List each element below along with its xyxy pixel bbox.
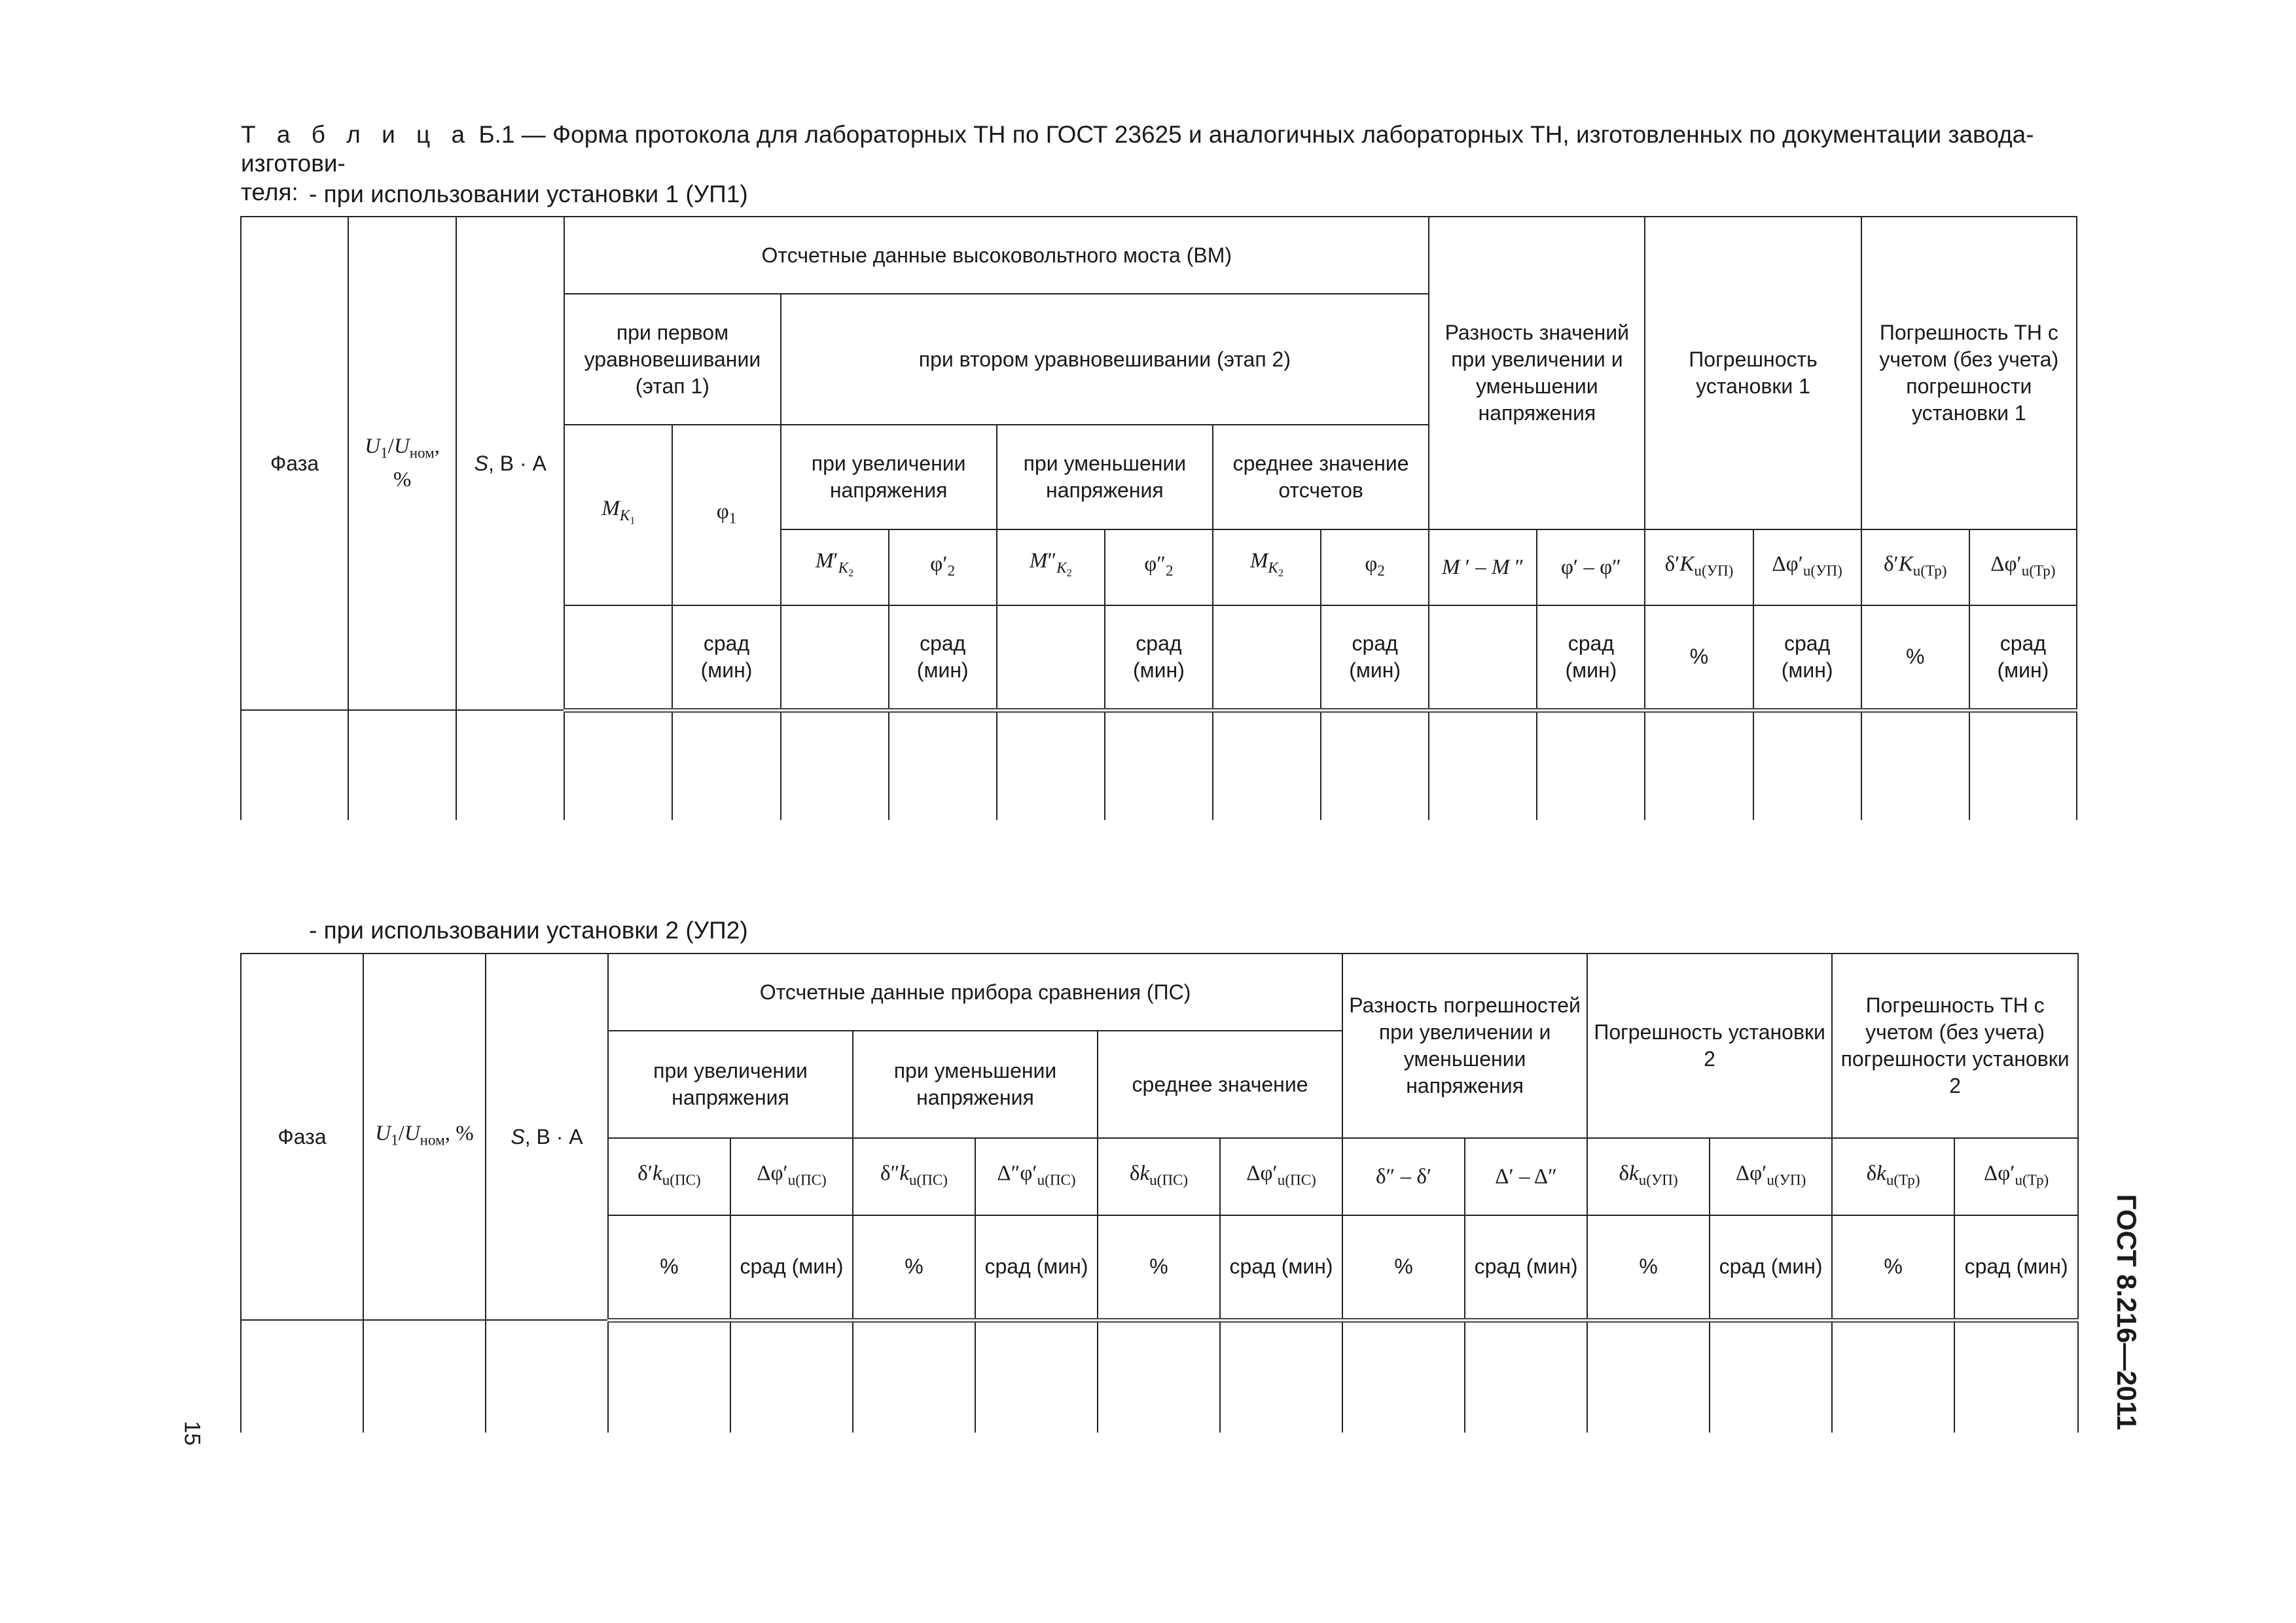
unit-cell-pct: % [1098, 1215, 1220, 1320]
data-cell [1220, 1320, 1342, 1433]
data-cell [1832, 1320, 1954, 1433]
unit-cell-empty [997, 605, 1105, 710]
col-u-unit: , % [444, 1121, 474, 1145]
page-number-text: 15 [179, 1421, 205, 1446]
data-cell [1587, 1320, 1710, 1433]
col-power-unit: , В · А [488, 451, 547, 475]
sym-delta-k-up: $\delta'K_{u(УП)}$ [1645, 529, 1753, 605]
sym-dk-up: $\delta k_{u(УП)}$ [1587, 1138, 1710, 1215]
sym-dk-ps-dec: $\delta''k_{u(ПС)}$ [853, 1138, 975, 1215]
data-cell [781, 710, 889, 820]
sym-m-diff: M ′ – M ″ [1429, 529, 1537, 605]
standard-designation [2100, 1188, 2153, 1436]
group-error-tn: Погрешность ТН с учетом (без учета) погрешности установки 2 [1832, 954, 2078, 1138]
data-cell [1429, 710, 1537, 820]
sym-dk-ps-inc: $\delta'k_{u(ПС)}$ [608, 1138, 730, 1215]
unit-cell-srad: срад (мин) [975, 1215, 1098, 1320]
data-cell [1710, 1320, 1832, 1433]
data-cell [889, 710, 997, 820]
sym-dphi-tr: $\Delta\varphi'_{u(Тр)}$ [1969, 529, 2077, 605]
unit-cell-pct: % [1645, 605, 1753, 710]
data-cell [672, 710, 780, 820]
sym-delta-diff: δ″ – δ′ [1342, 1138, 1465, 1215]
caption-prefix: Т а б л и ц а [241, 121, 473, 148]
protocol-table-up2 [240, 953, 2079, 1433]
protocol-table-up1 [240, 216, 2077, 820]
average-header: среднее значение [1098, 1031, 1342, 1138]
sym-phi2-dprime: $\varphi''_2$ [1105, 529, 1213, 605]
decrease-header: при уменьшении напряжения [853, 1031, 1098, 1138]
unit-cell-pct: % [853, 1215, 975, 1320]
sym-dphi-tr: $\Delta\varphi'_{u(Тр)}$ [1954, 1138, 2078, 1215]
sym-mk2: $M_{K_2}$ [1213, 529, 1321, 605]
unit-cell-pct: % [608, 1215, 730, 1320]
group-bm: Отсчетные данные высоковольтного моста (ВМ) [564, 217, 1429, 294]
unit-cell-empty [781, 605, 889, 710]
sym-dphi-ps-avg: $\Delta\varphi'_{u(ПС)}$ [1220, 1138, 1342, 1215]
increase-header: при увеличении напряжения [781, 425, 997, 529]
unit-cell-pct: % [1587, 1215, 1710, 1320]
standard-designation-text: ГОСТ 8.216—2011 [2111, 1194, 2142, 1431]
unit-cell-srad: срад (мин) [1321, 605, 1429, 710]
data-cell [241, 1320, 363, 1433]
unit-cell-pct: % [1861, 605, 1969, 710]
sym-dphi-ps-inc: $\Delta\varphi'_{u(ПС)}$ [730, 1138, 853, 1215]
sym-dk-ps-avg: $\delta k_{u(ПС)}$ [1098, 1138, 1220, 1215]
data-cell [730, 1320, 853, 1433]
data-cell [997, 710, 1105, 820]
group-ps: Отсчетные данные прибора сравнения (ПС) [608, 954, 1342, 1031]
data-cell [486, 1320, 608, 1433]
data-cell [241, 710, 348, 820]
col-u-unit: % [393, 467, 412, 491]
col-u-ratio: $U_1/U_{ном}$, % [363, 954, 486, 1320]
caption-text: Б.1 — Форма протокола для лабораторных ТН по ГОСТ 23625 и аналогичных лабораторных ТН, изготовленных по документации завода-изготови- [241, 121, 2034, 177]
data-cell [1753, 710, 1861, 820]
unit-cell-empty [564, 605, 672, 710]
unit-cell-srad: срад (мин) [1220, 1215, 1342, 1320]
sym-Delta-diff: Δ′ – Δ″ [1465, 1138, 1587, 1215]
caption-continuation: теля: [241, 179, 298, 205]
average-header: среднее значение отсчетов [1213, 425, 1429, 529]
unit-cell-empty [1429, 605, 1537, 710]
group-diff: Разность значений при увеличении и уменьшении напряжения [1429, 217, 1645, 529]
data-cell [608, 1320, 730, 1433]
sym-dphi-ps-dec: $\Delta''\varphi'_{u(ПС)}$ [975, 1138, 1098, 1215]
group-error-setup: Погрешность установки 1 [1645, 217, 1861, 529]
data-cell [1861, 710, 1969, 820]
col-power: S, В · А [486, 954, 608, 1320]
sym-dphi-up: $\Delta\varphi'_{u(УП)}$ [1710, 1138, 1832, 1215]
unit-cell-empty [1213, 605, 1321, 710]
data-cell [1213, 710, 1321, 820]
sym-mk2-dprime: $M''_{K_2}$ [997, 529, 1105, 605]
sym-phi-diff: φ′ – φ″ [1537, 529, 1645, 605]
unit-cell-srad: срад (мин) [1710, 1215, 1832, 1320]
data-cell [1321, 710, 1429, 820]
data-cell [1645, 710, 1753, 820]
col-phase: Фаза [241, 217, 348, 710]
unit-cell-srad: срад (мин) [1537, 605, 1645, 710]
unit-cell-pct: % [1832, 1215, 1954, 1320]
group-error-setup: Погрешность установки 2 [1587, 954, 1832, 1138]
unit-cell-srad: срад (мин) [730, 1215, 853, 1320]
data-cell [1098, 1320, 1220, 1433]
data-cell [348, 710, 456, 820]
decrease-header: при уменьшении напряжения [997, 425, 1213, 529]
data-cell [363, 1320, 486, 1433]
data-cell [564, 710, 672, 820]
sym-delta-k-tr: $\delta'K_{u(Тр)}$ [1861, 529, 1969, 605]
col-u-ratio: $U_1/U_{ном}$, % [348, 217, 456, 710]
col-phase: Фаза [241, 954, 363, 1320]
data-cell [975, 1320, 1098, 1433]
sym-mk1: $M_{K_1}$ [564, 425, 672, 605]
group-error-tn: Погрешность ТН с учетом (без учета) погрешности установки 1 [1861, 217, 2077, 529]
data-cell [1342, 1320, 1465, 1433]
sym-phi1: $\varphi_1$ [672, 425, 780, 605]
unit-cell-pct: % [1342, 1215, 1465, 1320]
data-cell [1954, 1320, 2078, 1433]
section2-title: - при использовании установки 2 (УП2) [309, 917, 748, 944]
unit-cell-srad: срад (мин) [1969, 605, 2077, 710]
data-cell [1969, 710, 2077, 820]
col-power: S, В · А [456, 217, 564, 710]
unit-cell-srad: срад (мин) [889, 605, 997, 710]
data-cell [1465, 1320, 1587, 1433]
page-number [175, 1407, 208, 1459]
sym-phi2: $\varphi_2$ [1321, 529, 1429, 605]
unit-cell-srad: срад (мин) [1105, 605, 1213, 710]
section1-title: - при использовании установки 1 (УП1) [309, 181, 748, 207]
second-balance: при втором уравновешивании (этап 2) [781, 294, 1429, 425]
sym-dk-tr: $\delta k_{u(Тр)}$ [1832, 1138, 1954, 1215]
sym-mk2-prime: $M'_{K_2}$ [781, 529, 889, 605]
data-cell [853, 1320, 975, 1433]
unit-cell-srad: срад (мин) [1753, 605, 1861, 710]
first-balance: при первом уравновешивании (этап 1) [564, 294, 780, 425]
data-cell [1105, 710, 1213, 820]
data-cell [456, 710, 564, 820]
data-cell [1537, 710, 1645, 820]
unit-cell-srad: срад (мин) [1465, 1215, 1587, 1320]
sym-dphi-up: $\Delta\varphi'_{u(УП)}$ [1753, 529, 1861, 605]
unit-cell-srad: срад (мин) [672, 605, 780, 710]
col-power-unit: , В · А [524, 1124, 583, 1149]
sym-phi2-prime: $\varphi'_2$ [889, 529, 997, 605]
group-diff: Разность погрешностей при увеличении и уменьшении напряжения [1342, 954, 1587, 1138]
increase-header: при увеличении напряжения [608, 1031, 853, 1138]
unit-cell-srad: срад (мин) [1954, 1215, 2078, 1320]
